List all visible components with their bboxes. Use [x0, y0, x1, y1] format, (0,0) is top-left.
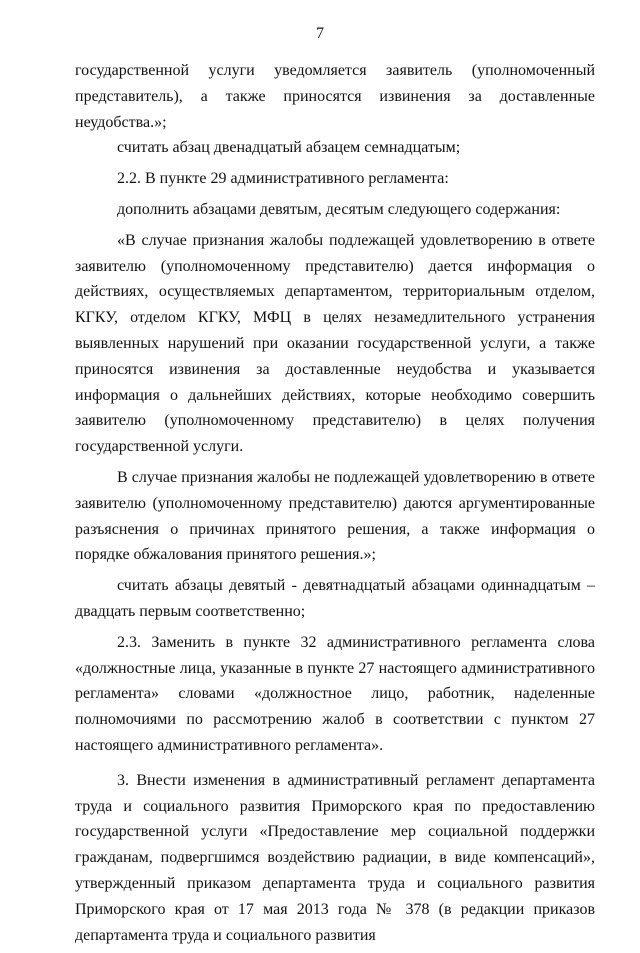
paragraph-add-ninth-tenth: дополнить абзацами девятым, десятым следующего содержания: — [117, 200, 561, 218]
paragraph-renumber-ninth: считать абзацы девятый - девятнадцатый абзацами одиннадцатым – двадцать первым соответственно; — [75, 577, 595, 620]
paragraph-item-3: 3. Внести изменения в административный регламент департамента труда и социального развития Приморского края по предоставлению государственной услуги «Предоставление мер социальной поддержки гражданам, подвергшимся воздействию радиации, в виде компенсаций», утвержденный приказом департамента труда и социального развития Приморского края от 17 мая 2013 года № 378 (в редакции приказов департамента труда и социального развития — [75, 771, 595, 944]
paragraph-item-2-3: 2.3. Заменить в пункте 32 административного регламента слова «должностные лица, указанные в пункте 27 настоящего административного регламента» словами «должностное лицо, работник, наделенные полномочиями по рассмотрению жалоб в соответствии с пунктом 27 настоящего административного регламента». — [75, 633, 595, 754]
paragraph-quote-rejected-complaint: В случае признания жалобы не подлежащей удовлетворению в ответе заявителю (уполномоченному представителю) даются аргументированные разъяснения о причинах принятого решения, а также информация о порядке обжалования принятого решения.»; — [75, 468, 595, 564]
page-number: 7 — [316, 25, 324, 42]
document-body — [75, 58, 595, 953]
paragraph-item-2-2: 2.2. В пункте 29 административного регламента: — [117, 170, 449, 188]
paragraph-continuation: государственной услуги уведомляется заявитель (уполномоченный представитель), а также приносятся извинения за доставленные неудобства.»; — [75, 62, 595, 131]
paragraph-renumber-twelfth: считать абзац двенадцатый абзацем семнадцатым; — [117, 139, 461, 157]
paragraph-quote-satisfied-complaint: «В случае признания жалобы подлежащей удовлетворению в ответе заявителю (уполномоченному представителю) дается информация о действиях, осуществляемых департаментом, территориальным отделом, КГКУ, отделом КГКУ, МФЦ в целях незамедлительного устранения выявленных нарушений при оказании государственной услуги, а также приносятся извинения за доставленные неудобства и указывается информация о дальнейших действиях, которые необходимо совершить заявителю (уполномоченному представителю) в целях получения государственной услуги. — [75, 231, 595, 456]
